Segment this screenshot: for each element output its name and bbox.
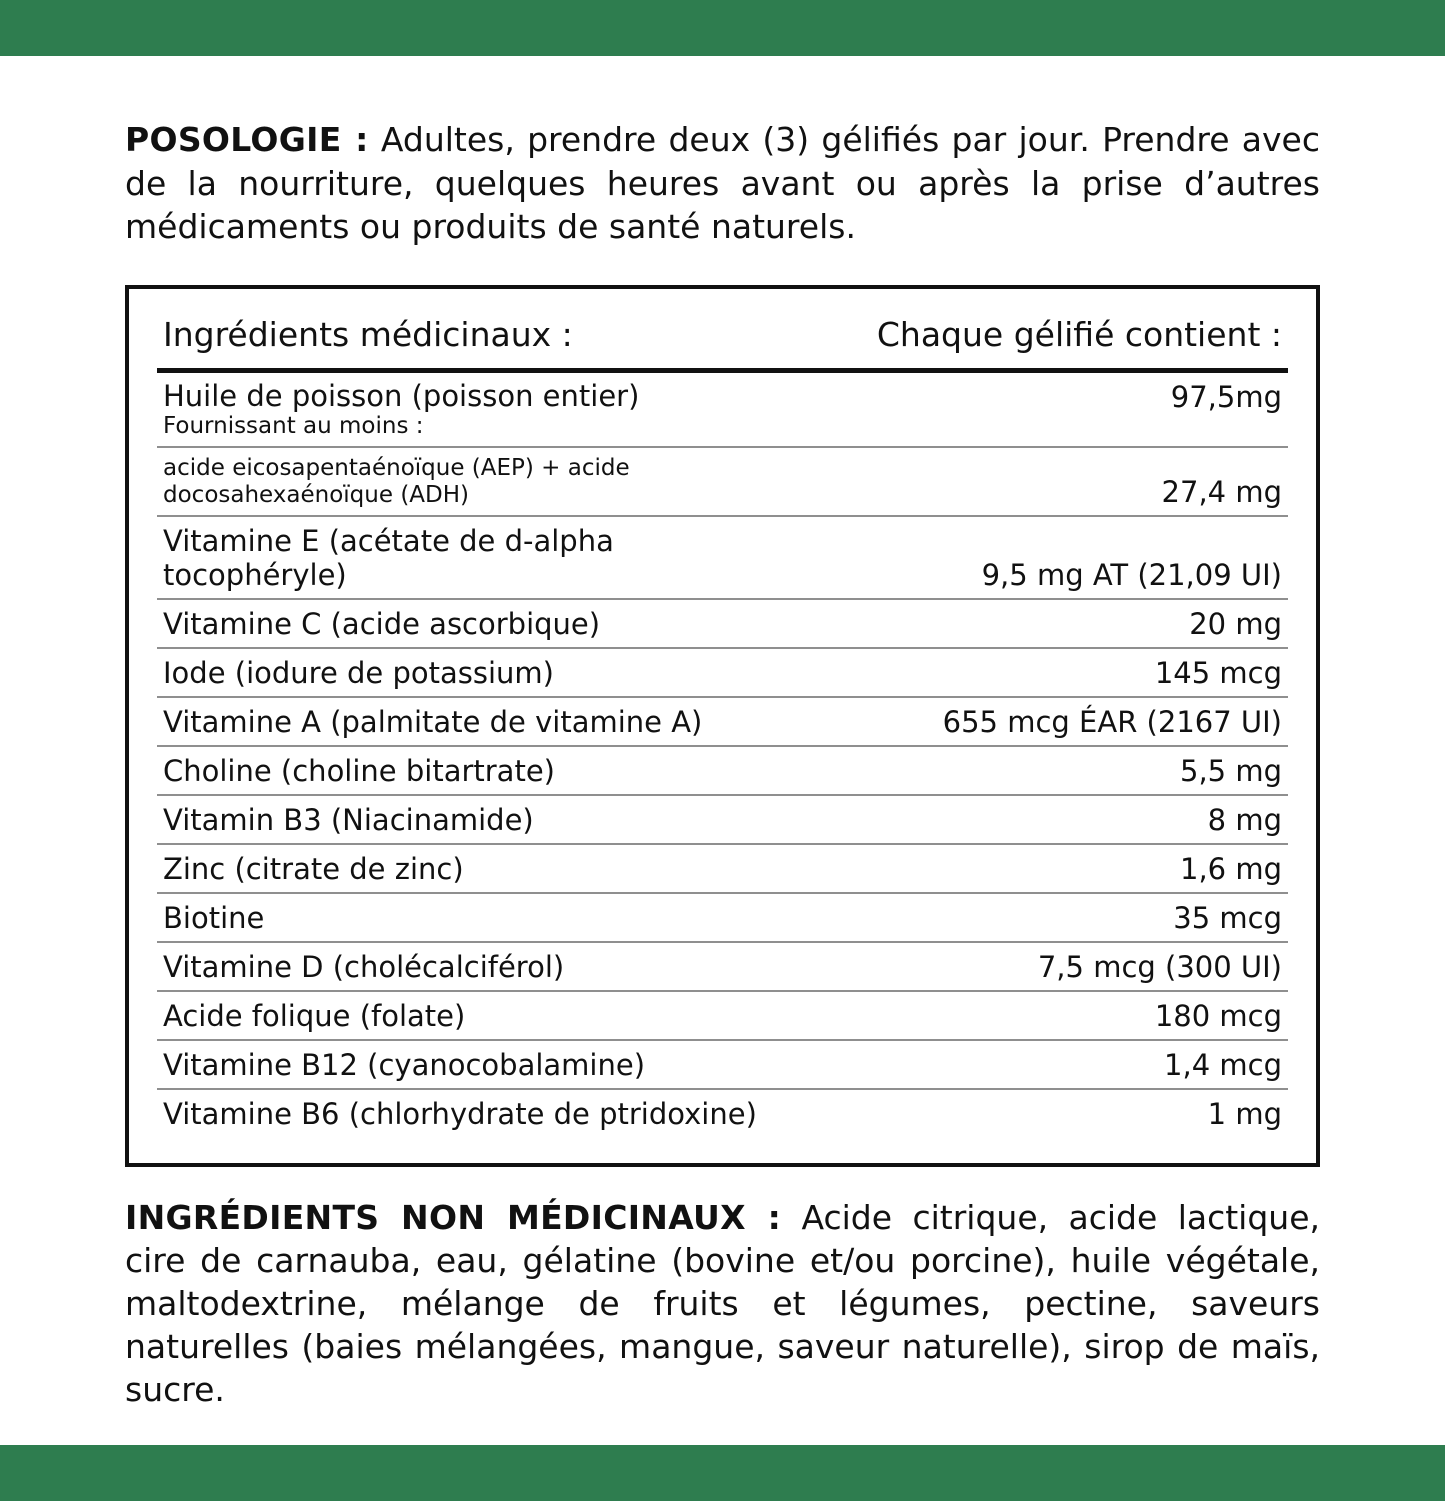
table-row: [157, 1040, 1288, 1089]
table-row: [157, 844, 1288, 893]
ingredients-table: [157, 373, 1288, 1138]
table-row: [157, 893, 1288, 942]
ingredient-amount: 7,5 mcg (300 UI): [801, 942, 1288, 991]
ingredient-name: Vitamine B6 (chlorhydrate de ptridoxine): [163, 1097, 757, 1132]
dosage-heading: POSOLOGIE :: [125, 120, 369, 159]
ingredient-amount: 20 mg: [801, 599, 1288, 648]
ingredient-name-cell: [157, 447, 801, 516]
top-green-band: [0, 0, 1445, 56]
dosage-paragraph: [125, 118, 1320, 249]
ingredient-subnote: Fournissant au moins :: [163, 412, 424, 439]
ingredient-name: Choline (choline bitartrate): [157, 746, 801, 795]
ingredient-amount: 97,5mg: [801, 373, 1288, 447]
table-row: [157, 991, 1288, 1040]
non-medicinal-heading: INGRÉDIENTS NON MÉDICINAUX :: [125, 1198, 782, 1238]
ingredient-amount: 1 mg: [1207, 1097, 1282, 1132]
non-medicinal-text: Acide citrique, acide lactique, cire de carnauba, eau, gélatine (bovine et/ou porcine), huile végétale, maltodextrine, mélange de fruits et légumes, pectine, saveurs naturelles (baies mélangées, mangue, saveur naturelle), sirop de maïs, sucre.: [125, 1198, 1321, 1409]
table-row: [157, 697, 1288, 746]
dosage-text: Adultes, prendre deux (3) gélifiés par jour. Prendre avec de la nourriture, quelques heures avant ou après la prise d’autres médicaments ou produits de santé naturels.: [125, 120, 1320, 247]
panel-header-right: Chaque gélifié contient :: [876, 314, 1282, 354]
ingredient-name: Vitamine E (acétate de d-alpha tocophéryle): [157, 516, 801, 599]
table-row: [157, 1089, 1288, 1137]
ingredient-name: Huile de poisson (poisson entier): [163, 378, 640, 413]
ingredient-amount: 1,4 mcg: [801, 1040, 1288, 1089]
non-medicinal-paragraph: [125, 1197, 1320, 1411]
ingredient-name-cell: [157, 373, 801, 447]
ingredient-amount: 1,6 mg: [801, 844, 1288, 893]
ingredient-amount: 655 mcg ÉAR (2167 UI): [801, 697, 1288, 746]
table-row: [157, 795, 1288, 844]
panel-header: [157, 311, 1288, 373]
ingredient-amount: 5,5 mg: [801, 746, 1288, 795]
ingredient-amount: 8 mg: [801, 795, 1288, 844]
table-row: [157, 942, 1288, 991]
ingredient-name: Biotine: [157, 893, 801, 942]
table-row: [157, 746, 1288, 795]
ingredient-name: Vitamine B12 (cyanocobalamine): [157, 1040, 801, 1089]
table-row: [157, 373, 1288, 447]
ingredient-name: Iode (iodure de potassium): [157, 648, 801, 697]
ingredient-name: Vitamine C (acide ascorbique): [157, 599, 801, 648]
panel-header-left: Ingrédients médicinaux :: [163, 314, 573, 354]
label-content: [0, 56, 1445, 1445]
ingredient-amount: 27,4 mg: [801, 447, 1288, 516]
ingredient-amount: 180 mcg: [801, 991, 1288, 1040]
ingredient-amount: 9,5 mg AT (21,09 UI): [801, 516, 1288, 599]
medicinal-ingredients-panel: [125, 285, 1320, 1168]
table-row: [157, 648, 1288, 697]
ingredient-name: Vitamine D (cholécalciférol): [157, 942, 801, 991]
ingredient-amount: 145 mcg: [801, 648, 1288, 697]
ingredient-name: Zinc (citrate de zinc): [157, 844, 801, 893]
table-row: [157, 516, 1288, 599]
ingredient-name: Vitamine A (palmitate de vitamine A): [157, 697, 801, 746]
ingredient-amount: 35 mcg: [801, 893, 1288, 942]
table-row: [157, 599, 1288, 648]
ingredient-name: Acide folique (folate): [157, 991, 801, 1040]
table-row: [157, 447, 1288, 516]
ingredient-name: Vitamin B3 (Niacinamide): [157, 795, 801, 844]
ingredient-name: acide eicosapentaénoïque (AEP) + acide docosahexaénoïque (ADH): [163, 455, 630, 509]
bottom-green-band: [0, 1445, 1445, 1501]
